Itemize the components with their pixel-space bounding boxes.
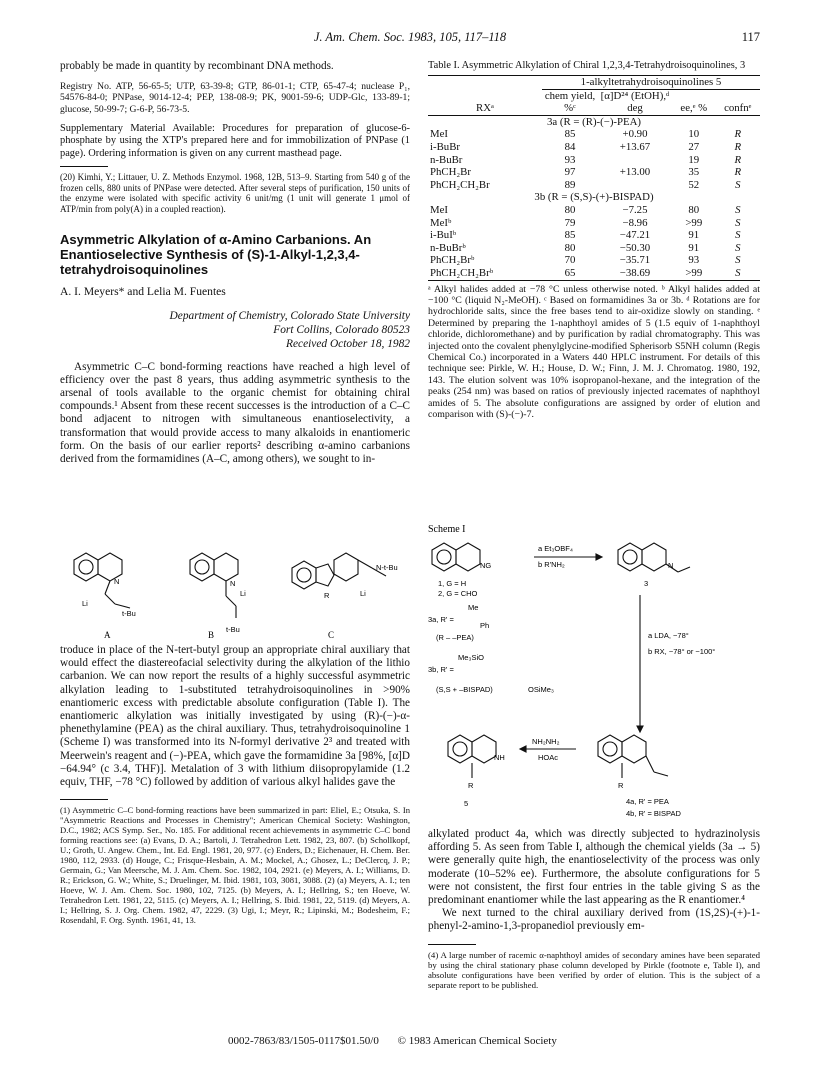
- structure-a-tbu: t-Bu: [122, 609, 136, 618]
- table-row: [428, 141, 760, 154]
- table-row: [428, 179, 760, 192]
- table-cell: 19: [688, 153, 700, 166]
- table-cell: MeIᵇ: [430, 216, 452, 229]
- table-cell: −50.30: [619, 241, 651, 254]
- label-a: A: [104, 630, 111, 638]
- table-cell: PhCH₂Br: [430, 166, 471, 179]
- table-cell: S: [735, 178, 741, 191]
- table-cell: −47.21: [619, 229, 651, 242]
- table-cell: 65: [564, 266, 576, 279]
- col-header: chem yield, %ᶜ: [544, 89, 596, 115]
- footnote-rule: [60, 166, 108, 167]
- table-cell: R: [734, 153, 742, 166]
- phenyl-label: Ph: [480, 621, 490, 630]
- structure-c-ntbu: N-t-Bu: [376, 563, 398, 572]
- table-row: [428, 128, 760, 141]
- compound-2-label: 2, G = CHO: [438, 589, 478, 598]
- table-cell: −35.71: [619, 254, 651, 267]
- structure-c-r: R: [324, 591, 330, 600]
- table-cell: S: [735, 266, 741, 279]
- r-label-5: R: [468, 781, 474, 790]
- hydrazine-label: NH₂NH₂: [532, 737, 560, 746]
- table-title: Table I. Asymmetric Alkylation of Chiral 1,2,3,4-Tetrahydroisoquinolines, 3: [428, 60, 746, 71]
- table-cell: >99: [685, 216, 703, 229]
- structure-a-n: N: [114, 577, 120, 586]
- n-label: N: [668, 561, 674, 570]
- table-row: [428, 229, 760, 242]
- table-cell: 93: [688, 254, 700, 267]
- affiliation-line-2: Fort Collins, Colorado 80523: [273, 323, 410, 336]
- table-cell: MeI: [430, 128, 448, 141]
- table-cell: PhCH₂CH₂Br: [430, 178, 490, 191]
- article-title: Asymmetric Alkylation of α-Amino Carbanions. An Enantioselective Synthesis of (S)-1-Alkyl-1,2,3,4-tetrahydroisoquinolines: [60, 232, 372, 278]
- lda-label: a LDA, −78°: [648, 631, 689, 640]
- structure-b-li: Li: [240, 589, 246, 598]
- table-notes: ᵃ Alkyl halides added at −78 °C unless otherwise noted. ᵇ Alkyl halides added at −100 °C (liquid N₂-MeOH). ᶜ Based on formamidines 3a or 3b. ᵈ Rotations are for hydrochloride salts, since the free bases tend to air-oxidize slowly on standing. ᵉ Determined by preparing the 1-naphthoyl amides of 5 (1.5 equiv of 1-naphthoyl chloride, dichloromethane) and by purification by radial chromatography. This was injected onto the covalent phenylglycine-modified Spherisorb S5NH column (Regis Chemical Co.) incorporated in a Waters 440 HPLC instrument. For details of this technique see: Pirkle, W. H.; House, D. W.; Finn, J. M. J. Chromatog. 1980, 192, 143. The elution solvent was 10% isopropanol-hexane, and the integration of the peaks (254 nm) was based on ratios of previously injected racemates of naphthoyl amides of 5. The absolute configurations are assigned by order of elution and comparison with (S)-(−)-7.: [428, 283, 760, 420]
- structure-c-drawing: [292, 553, 386, 589]
- table-cell: S: [735, 254, 741, 267]
- r-label-4: R: [618, 781, 624, 790]
- bispad-label: (S,S + –BISPAD): [436, 685, 493, 694]
- table-cell: 91: [688, 241, 700, 254]
- rows-3a: [428, 128, 760, 191]
- table-cell: +0.90: [622, 128, 648, 141]
- table-cell: −38.69: [619, 266, 651, 279]
- table-cell: 10: [688, 128, 700, 141]
- table-cell: S: [735, 241, 741, 254]
- compound-3-label: 3: [644, 579, 649, 588]
- table-cell: S: [735, 229, 741, 242]
- table-cell: 27: [688, 140, 700, 153]
- r3a-label: 3a, R' =: [428, 615, 454, 624]
- structure-b-n: N: [230, 579, 236, 588]
- table-cell: 93: [564, 153, 576, 166]
- table-cell: 89: [564, 178, 576, 191]
- affiliation-line-1: Department of Chemistry, Colorado State University: [169, 309, 410, 322]
- table-row: [428, 254, 760, 267]
- data-table: [428, 75, 760, 281]
- col-header: ee,ᵉ %: [680, 102, 708, 115]
- received-date: Received October 18, 1982: [286, 337, 410, 350]
- table-cell: 35: [688, 166, 700, 179]
- osime3-label: OSiMe₃: [528, 685, 554, 694]
- ng-label: NG: [480, 561, 492, 570]
- table-row: [428, 166, 760, 179]
- table-cell: n-BuBrᵇ: [430, 241, 466, 254]
- scheme-title: Scheme I: [428, 524, 466, 535]
- right-column-lower: [428, 828, 760, 990]
- footnote-4-rule: [428, 944, 476, 945]
- table-row: [428, 204, 760, 217]
- page-footer: [228, 1035, 788, 1047]
- compound-5-label: 5: [464, 799, 469, 808]
- table-cell: S: [735, 216, 741, 229]
- table-cell: 80: [688, 203, 700, 216]
- table-cell: PhCH₂Brᵇ: [430, 254, 475, 267]
- table-column-headers: [428, 89, 760, 115]
- footnote-4: (4) A large number of racemic α-naphthoyl amides of secondary amines have been separated by using the chiral stationary phase column developed by Pirkle (footnote e, Table I), and absolute configurations have been verified by order of elution. This is the subject of a separate report to be published.: [428, 949, 760, 991]
- label-b: B: [208, 630, 215, 638]
- scheme-i: [428, 520, 768, 820]
- table-cell: +13.00: [619, 166, 651, 179]
- span-header-cell: 1-alkyltetrahydroisoquinolines 5: [542, 76, 760, 90]
- compound-4b-label: 4b, R' = BISPAD: [626, 809, 681, 818]
- rows-3b: [428, 204, 760, 280]
- table-cell: 85: [564, 229, 576, 242]
- compound-1-label: 1, G = H: [438, 579, 467, 588]
- body-paragraph-4: We next turned to the chiral auxiliary derived from (1S,2S)-(+)-1-phenyl-2-amino-1,3-propanediol previously em-: [428, 907, 760, 933]
- structure-b-tbu: t-Bu: [226, 625, 240, 634]
- left-column-lower: [60, 644, 410, 925]
- authors: A. I. Meyers* and Lelia M. Fuentes: [60, 285, 226, 299]
- col-header: confnᵉ: [724, 102, 752, 115]
- body-paragraph-3: alkylated product 4a, which was directly subjected to hydrazinolysis affording 5. As seen from Table I, although the chemical yields (3a → 5) were generally quite high, the enantioselectivity of the process was only moderate (10–52% ee). Furthermore, the absolute configurations for 5 were not consistent, the first four entries in the table giving S as the predominant enantiomer while the last appearing as the R enantiomer.⁴: [428, 828, 760, 907]
- compound-4a-label: 4a, R' = PEA: [626, 797, 669, 806]
- table-cell: 84: [564, 140, 576, 153]
- r3b-label: 3b, R' =: [428, 665, 454, 674]
- references: (1) Asymmetric C–C bond-forming reactions have been summarized in part: Eliel, E.; Otsuka, S. In "Asymmetric Reactions and Processes in Chemistry"; American Chemical Society: Washington, D.C., 1982; ACS Symp. Ser., No. 185. For additional recent achievements in asymmetric C–C bond forming reactions see: (a) Evans, D. A.; Bartoli, J. Tetrahedron Lett. 1982, 23, 807. (b) Schollkopf, U.; Groth, U. Angew. Chem., Int. Ed. Engl. 1981, 20, 977. (c) Enders, D.; Eichenauer, H. Chem. Ber. 1980, 112, 2933. (d) Houge, C.; Frisque-Hesbain, A. M.; Mockel, A.; Ghosez, L.; DeClercq, J. P.; Germain, G.; Van Meersche, M. J. Am. Chem. Soc. 1982, 104, 2921. (e) Meyers, A. I.; Williams, D. R.; Erickson, G. W.; White, S.; Druelinger, M. Ibid. 1981, 103, 3081, 3088. (2) (a) Meyers, A. I.; ten Hoeve, W. J. Am. Chem. Soc. 1980, 102, 7125. (b) Meyers, A. I.; Hellring, S.; ten Hoeve, W. Tetrahedron Lett. 1981, 22, 5115. (c) Meyers, A. I.; Hellring, S. Ibid. 1981, 22, 5119. (d) Meyers, A. I.; Hellring, S. J. Org. Chem. 1982, 47, 2229. (3) Ugi, I.; Meyr, R.; Lipinski, M.; Bodesheim, F.; Rosendahl, F. Org. Synth. 1961, 41, 13.: [60, 805, 410, 926]
- reagent-a: a Et₃OBF₄: [538, 544, 573, 553]
- methyl-label: Me: [468, 603, 479, 612]
- table-cell: i-BuIᵇ: [430, 229, 457, 242]
- intro-paragraph: Asymmetric C–C bond-forming reactions have reached a high level of efficiency over the past 8 years, thus adding asymmetric synthesis to the arsenal of tools available to the organic chemist for obtaining chiral compounds.¹ Absent from these recent successes is the introduction of a C–C bond adjacent to nitrogen with simultaneous enantioselectivity, a transformation that would provide access to many alkaloids in enantiomeric form. On the basis of our earlier reports² describing α-amino carbanions derived from the formamidines (A–C, among others), we sought to in-: [60, 360, 410, 466]
- references-rule: [60, 799, 108, 800]
- table-cell: +13.67: [619, 140, 651, 153]
- reagent-b: b R'NH₂: [538, 560, 565, 569]
- table-cell: 80: [564, 241, 576, 254]
- structure-a-li: Li: [82, 599, 88, 608]
- registry-numbers: Registry No. ATP, 56-65-5; UTP, 63-39-8; GTP, 86-01-1; CTP, 65-47-4; nuclease P₁, 54576-84-0; PNPase, 9014-12-4; PEP, 138-08-9; PK, 9001-59-6; UDP-Glc, 133-89-1; glucose, 50-99-7; G-6-P, 56-73-5.: [60, 81, 410, 115]
- table-cell: 97: [564, 166, 576, 179]
- table-cell: MeI: [430, 203, 448, 216]
- copyright: © 1983 American Chemical Society: [397, 1035, 557, 1047]
- me3sio-label: Me₃SiO: [458, 653, 484, 662]
- table-cell: 70: [564, 254, 576, 267]
- footnote-20: (20) Kimhi, Y.; Littauer, U. Z. Methods Enzymol. 1968, 12B, 513–9. Starting from 540 g of the frozen cells, 880 units of PNPase were detected. After several steps of purification, 150 units of the enzyme were isolated with specific activity 6 unit/mg (1 unit will generate 1 μmol of ATP/min from poly(A) in a coupled reaction).: [60, 172, 410, 214]
- table-cell: i-BuBr: [430, 140, 460, 153]
- table-cell: 85: [564, 128, 576, 141]
- right-column: [428, 60, 760, 420]
- col-header: [α]D²⁴ (EtOH),ᵈ deg: [600, 89, 670, 115]
- table-cell: [598, 154, 672, 167]
- table-row: [428, 154, 760, 167]
- section-header-3a: 3a (R = (R)-(−)-PEA): [428, 115, 760, 128]
- table-row: [428, 267, 760, 280]
- table-cell: [598, 179, 672, 192]
- table-cell: R: [734, 128, 742, 141]
- paragraph-top: probably be made in quantity by recombinant DNA methods.: [60, 60, 334, 72]
- table-row: [428, 217, 760, 230]
- table-row: [428, 242, 760, 255]
- hoac-label: HOAc: [538, 753, 559, 762]
- table-cell: −8.96: [622, 216, 648, 229]
- structure-c-li: Li: [360, 589, 366, 598]
- page-number: 117: [741, 30, 760, 44]
- table-cell: 79: [564, 216, 576, 229]
- table-cell: R: [734, 166, 742, 179]
- table-cell: −7.25: [622, 203, 648, 216]
- supplementary-material: Supplementary Material Available: Procedures for preparation of glucose-6-phosphate by using the XTP's prepared here and for immobilization of PNPase (1 page). Ordering information is given on any current masthead page.: [60, 122, 410, 159]
- pea-label: (R – –PEA): [436, 633, 474, 642]
- table-cell: 91: [688, 229, 700, 242]
- table-cell: 52: [688, 178, 700, 191]
- body-paragraph-2: troduce in place of the N-tert-butyl group an appropriate chiral auxiliary that would effect the diastereofacial selectivity during the alkylation of the lithio carbanion. We can now report the results of a highly successful asymmetric alkylation leading to 1-substituted tetrahydroisoquinolines in >90% enantiomeric excess with predictable absolute configuration (Table I). The enantiomeric alkylation was initially investigated by using (R)-(−)-α-phenethylamine (PEA) as the chiral auxiliary. Thus, tetrahydroisoquinoline 1 (Scheme I) was transformed into its N-formyl derivative 2³ and treated with Meerwein's reagent and (−)-PEA, which gave the formamidine 3a [98%, [α]D −64.94° (c 3.4, THF)]. Metalation of 3 with lithium diisopropylamide (1.2 equiv, THF, −78 °C) followed by addition of various alkyl halides gave the: [60, 644, 410, 789]
- table-cell: n-BuBr: [430, 153, 463, 166]
- journal-citation: J. Am. Chem. Soc. 1983, 105, 117–118: [313, 30, 507, 44]
- section-header-3b: 3b (R = (S,S)-(+)-BISPAD): [534, 191, 654, 204]
- left-column: [60, 60, 410, 466]
- table-cell: PhCH₂CH₂Brᵇ: [430, 266, 494, 279]
- table-span-header: [428, 76, 760, 90]
- formamidine-structures-figure: [60, 548, 410, 638]
- nh-label: NH: [494, 753, 505, 762]
- table-cell: R: [734, 140, 742, 153]
- table-cell: S: [735, 203, 741, 216]
- label-c: C: [328, 630, 335, 638]
- article-code: 0002-7863/83/1505-0117$01.50/0: [228, 1035, 379, 1047]
- table-cell: 80: [564, 203, 576, 216]
- col-header: RXᵃ: [476, 102, 494, 115]
- rx-label: b RX, −78° or −100°: [648, 647, 716, 656]
- table-cell: >99: [685, 266, 703, 279]
